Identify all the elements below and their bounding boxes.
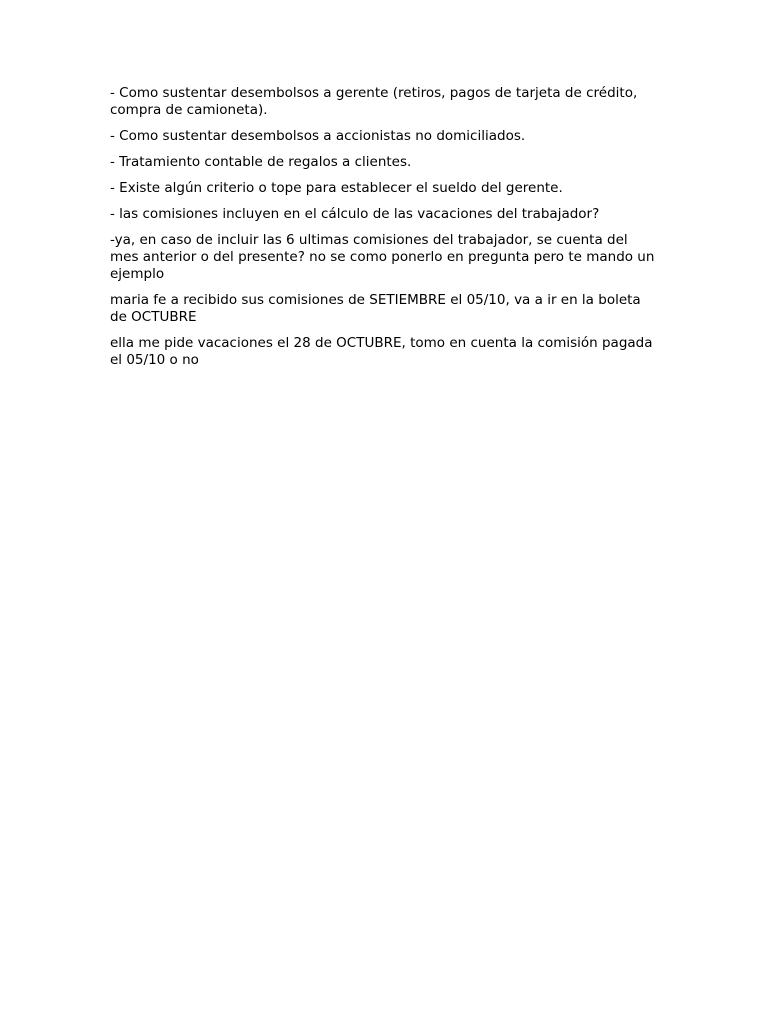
paragraph-desembolsos-accionistas: - Como sustentar desembolsos a accionistas no domiciliados. — [110, 128, 526, 144]
document-body — [110, 85, 658, 378]
paragraph-desembolsos-gerente: - Como sustentar desembolsos a gerente (retiros, pagos de tarjeta de crédito, compra de camioneta). — [110, 85, 638, 118]
paragraph-comisiones-vacaciones: - las comisiones incluyen en el cálculo de las vacaciones del trabajador? — [110, 206, 600, 222]
paragraph-ejemplo-setiembre: maria fe a recibido sus comisiones de SETIEMBRE el 05/10, va a ir en la boleta de OCTUBRE — [110, 292, 641, 325]
paragraph-regalos-clientes: - Tratamiento contable de regalos a clientes. — [110, 154, 412, 170]
paragraph-ultimas-comisiones: -ya, en caso de incluir las 6 ultimas comisiones del trabajador, se cuenta del mes anterior o del presente? no se como ponerlo en pregunta pero te mando un ejemplo — [110, 232, 655, 282]
paragraph-sueldo-gerente: - Existe algún criterio o tope para establecer el sueldo del gerente. — [110, 180, 563, 196]
paragraph-ejemplo-octubre: ella me pide vacaciones el 28 de OCTUBRE, tomo en cuenta la comisión pagada el 05/10 o no — [110, 335, 653, 368]
